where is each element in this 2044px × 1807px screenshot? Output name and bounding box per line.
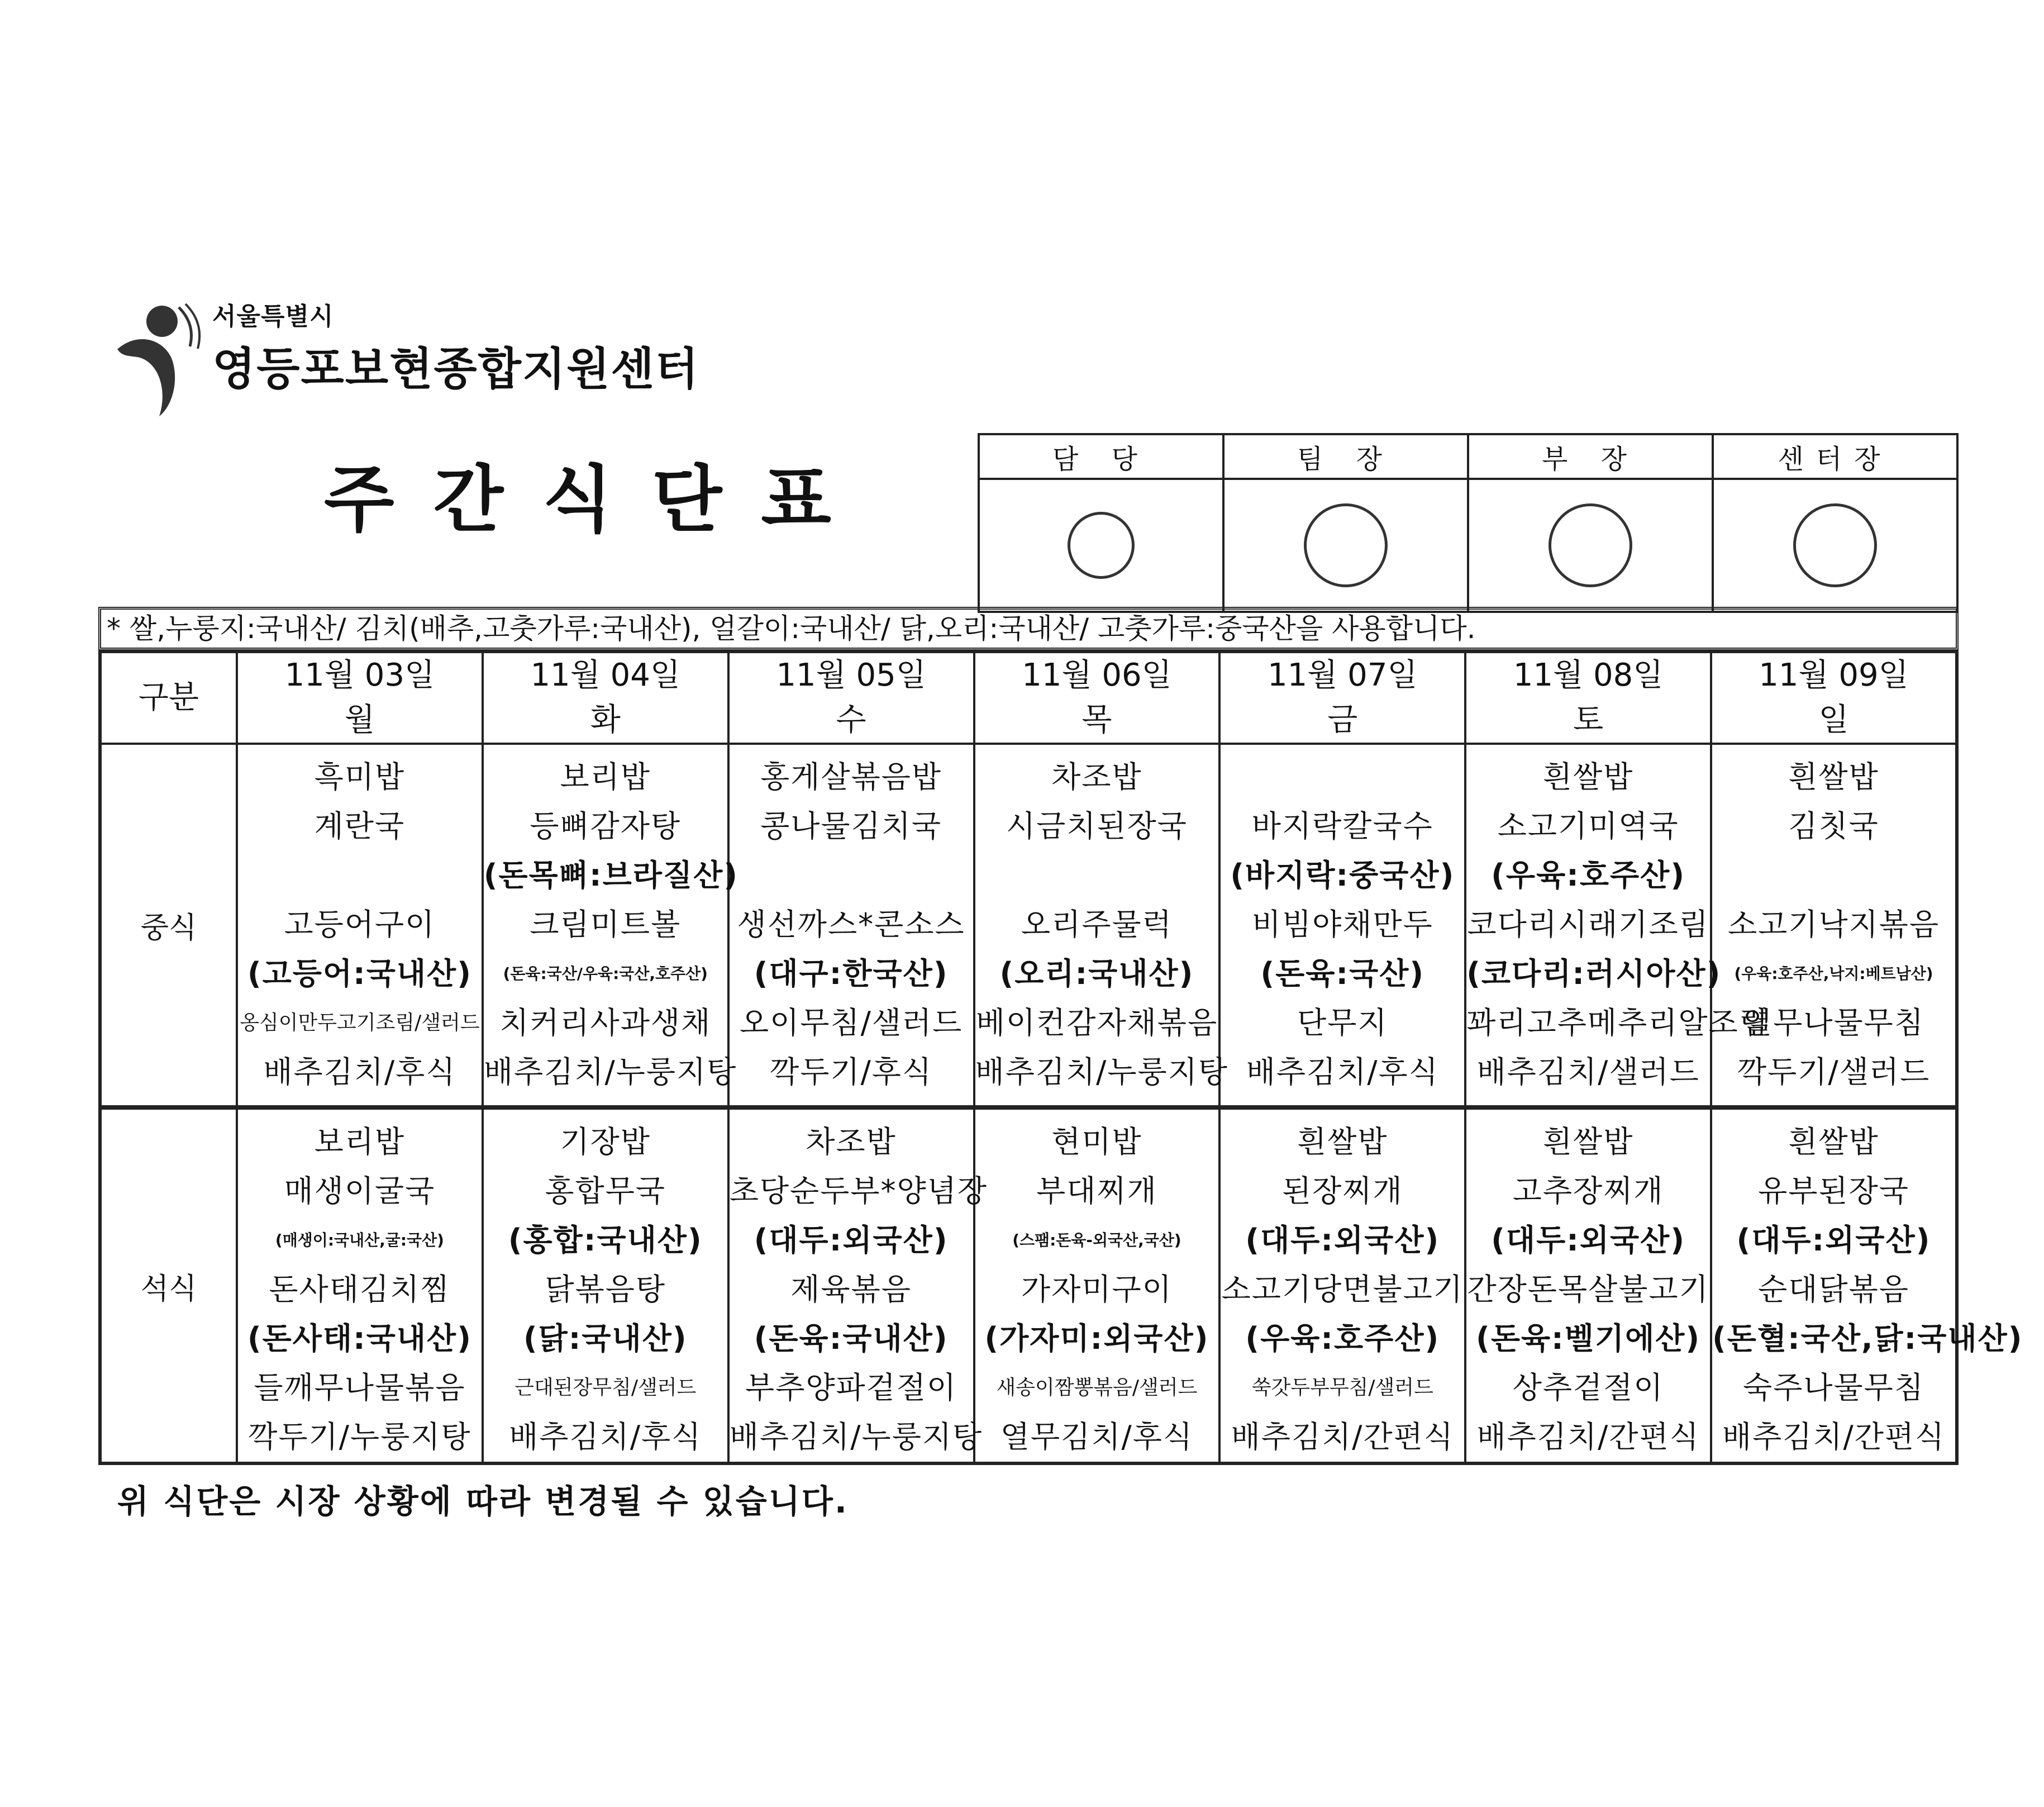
dish-item: 김칫국 bbox=[1788, 809, 1879, 844]
seal-stamp-icon bbox=[1304, 503, 1388, 587]
menu-cell bbox=[237, 744, 483, 1107]
origin-info: (대두:외국산) bbox=[1736, 1223, 1931, 1258]
dish-item: 배추김치/샐러드 bbox=[1476, 1054, 1700, 1090]
weekly-menu-table bbox=[98, 650, 2023, 1465]
origin-info: (바지락:중국산) bbox=[1230, 858, 1455, 893]
approval-role-manager: 부 장 bbox=[1468, 434, 1713, 479]
origin-info: (돈육:국내산) bbox=[754, 1321, 949, 1356]
origin-info: (우육:호주산,낙지:베트남산) bbox=[1734, 964, 1933, 983]
dish-item: 배추김치/간편식 bbox=[1231, 1419, 1454, 1454]
meal-label: 석식 bbox=[100, 1107, 237, 1463]
dish-item: 제육볶음 bbox=[790, 1272, 912, 1307]
dish-item: 배추김치/간편식 bbox=[1476, 1419, 1700, 1454]
dish-item: 흰쌀밥 bbox=[1788, 1124, 1879, 1159]
footnote: 위 식단은 시장 상황에 따라 변경될 수 있습니다. bbox=[117, 1482, 849, 1520]
menu-cell bbox=[974, 1107, 1220, 1463]
menu-cell bbox=[1465, 1107, 1711, 1463]
origin-info: (우육:호주산) bbox=[1491, 858, 1686, 893]
dish-item: 초당순두부*양념장 bbox=[729, 1173, 988, 1209]
category-header bbox=[100, 652, 237, 744]
origin-info: (대두:외국산) bbox=[1245, 1223, 1440, 1258]
dish-item: 흰쌀밥 bbox=[1542, 759, 1634, 795]
dish-item: 흰쌀밥 bbox=[1297, 1124, 1388, 1159]
origin-info: (대두:외국산) bbox=[754, 1223, 949, 1258]
approval-seal-cell bbox=[1713, 479, 1957, 612]
day-header bbox=[483, 652, 728, 744]
origin-info: (돈육:국산) bbox=[1260, 956, 1425, 991]
dish-item: 보리밥 bbox=[560, 759, 651, 795]
seal-stamp-icon bbox=[1068, 512, 1135, 579]
dish-item: 흰쌀밥 bbox=[1542, 1124, 1634, 1159]
dish-item: 열무김치/후식 bbox=[1000, 1419, 1194, 1454]
day-date: 11월 06일 bbox=[1022, 657, 1172, 693]
dish-item: 배추김치/누룽지탕 bbox=[975, 1054, 1229, 1090]
day-of-week: 금 bbox=[1327, 702, 1358, 738]
dish-item: 부대찌개 bbox=[1036, 1173, 1157, 1209]
menu-cell bbox=[483, 744, 738, 1107]
dish-item: 배추김치/누룽지탕 bbox=[729, 1419, 983, 1454]
dish-item: 크림미트볼 bbox=[530, 907, 682, 942]
origin-info: (돈육:벨기에산) bbox=[1476, 1321, 1701, 1356]
origin-info: (고등어:국내산) bbox=[247, 956, 472, 991]
origin-info: (돈목뼈:브라질산) bbox=[483, 858, 738, 893]
origin-info: (홍합:국내산) bbox=[508, 1223, 703, 1258]
day-date: 11월 08일 bbox=[1513, 657, 1664, 693]
day-of-week: 수 bbox=[836, 702, 866, 738]
dish-item: 오리주물럭 bbox=[1021, 907, 1173, 942]
origin-info: (닭:국내산) bbox=[523, 1321, 688, 1356]
meal-label: 중식 bbox=[100, 744, 237, 1107]
dish-item: 간장돈목살불고기 bbox=[1467, 1272, 1709, 1307]
origin-info: (돈사태:국내산) bbox=[247, 1321, 472, 1356]
menu-cell bbox=[1219, 1107, 1465, 1463]
origin-notice: * 쌀,누룽지:국내산/ 김치(배추,고춧가루:국내산), 얼갈이:국내산/ 닭,오리:국내산/ 고춧가루:중국산을 사용합니다. bbox=[98, 607, 1959, 650]
origin-info: (가자미:외국산) bbox=[984, 1321, 1209, 1356]
org-name: 영등포보현종합지원센터 bbox=[212, 343, 700, 395]
day-date: 11월 04일 bbox=[530, 657, 681, 693]
origin-info: (우육:호주산) bbox=[1245, 1321, 1440, 1356]
dish-item: 된장찌개 bbox=[1281, 1173, 1403, 1209]
origin-info: (대구:한국산) bbox=[754, 956, 949, 991]
dish-item: 등뼈감자탕 bbox=[530, 809, 682, 844]
approval-role-staff: 담 당 bbox=[979, 434, 1223, 479]
dish-item: 매생이굴국 bbox=[284, 1173, 436, 1209]
dish-item: 닭볶음탕 bbox=[545, 1272, 666, 1307]
day-date: 11월 05일 bbox=[776, 657, 926, 693]
menu-cell bbox=[1465, 744, 1769, 1107]
dish-item: 상추겉절이 bbox=[1512, 1370, 1664, 1405]
dish-item: 비빔야채만두 bbox=[1251, 907, 1433, 942]
dish-item: 차조밥 bbox=[806, 1124, 897, 1159]
origin-info: (대두:외국산) bbox=[1491, 1223, 1686, 1258]
dish-item bbox=[1221, 753, 1464, 802]
dish-item: 숙주나물무침 bbox=[1743, 1370, 1925, 1405]
dish-item: 돈사태김치찜 bbox=[269, 1272, 451, 1307]
origin-info: (스팸:돈육-외국산,국산) bbox=[1012, 1231, 1181, 1249]
dish-item: 부추양파겉절이 bbox=[745, 1370, 957, 1405]
menu-cell bbox=[1711, 744, 1957, 1107]
menu-cell bbox=[1711, 1107, 2023, 1463]
dish-item bbox=[730, 851, 973, 900]
day-header bbox=[237, 652, 483, 744]
dish-item: 치커리사과생채 bbox=[499, 1005, 712, 1040]
menu-cell bbox=[1219, 744, 1465, 1107]
dish-item: 홍합무국 bbox=[545, 1173, 666, 1209]
origin-info: (코다리:러시아산) bbox=[1466, 956, 1722, 991]
origin-info: (돈육:국산/우육:국산,호주산) bbox=[503, 964, 708, 983]
origin-info: (돈혈:국산,닭:국내산) bbox=[1712, 1321, 2023, 1356]
dish-item: 시금치된장국 bbox=[1006, 809, 1188, 844]
origin-info: (매생이:국내산,굴:국산) bbox=[275, 1231, 444, 1249]
origin-info: (오리:국내산) bbox=[999, 956, 1194, 991]
dish-item: 고추장찌개 bbox=[1512, 1173, 1664, 1209]
menu-cell bbox=[728, 1107, 988, 1463]
day-date: 11월 03일 bbox=[284, 657, 435, 693]
dish-item: 흑미밥 bbox=[314, 759, 406, 795]
dish-item: 열무나물무침 bbox=[1743, 1005, 1925, 1040]
dish-item: 현미밥 bbox=[1051, 1124, 1142, 1159]
dish-item: 새송이짬뽕볶음/샐러드 bbox=[996, 1376, 1198, 1399]
center-logo bbox=[106, 296, 776, 419]
dish-item: 소고기낙지볶음 bbox=[1727, 907, 1940, 942]
dish-item: 깍두기/후식 bbox=[770, 1054, 933, 1090]
lunch-row bbox=[100, 744, 1957, 1107]
menu-cell bbox=[237, 1107, 483, 1463]
approval-role-director: 센터장 bbox=[1713, 434, 1957, 479]
seal-stamp-icon bbox=[1793, 503, 1877, 587]
day-of-week: 일 bbox=[1818, 702, 1849, 738]
dish-item bbox=[238, 851, 482, 900]
center-logo-icon bbox=[106, 296, 207, 419]
dish-item: 소고기당면불고기 bbox=[1221, 1272, 1464, 1307]
dish-item: 콩나물김치국 bbox=[760, 809, 942, 844]
dish-item: 차조밥 bbox=[1051, 759, 1142, 795]
dish-item: 기장밥 bbox=[560, 1124, 651, 1159]
dish-item: 배추김치/간편식 bbox=[1722, 1419, 1946, 1454]
day-of-week: 월 bbox=[344, 702, 375, 738]
day-header bbox=[728, 652, 974, 744]
dish-item: 들깨무나물볶음 bbox=[254, 1370, 466, 1405]
seal-stamp-icon bbox=[1549, 503, 1632, 587]
dish-item: 단무지 bbox=[1297, 1005, 1388, 1040]
approval-seal-cell bbox=[1468, 479, 1713, 612]
dish-item bbox=[975, 851, 1219, 900]
dinner-row bbox=[100, 1107, 1957, 1463]
document-title: 주간식단표 bbox=[324, 457, 870, 542]
org-city: 서울특별시 bbox=[212, 302, 334, 331]
dish-item: 꽈리고추메추리알조림 bbox=[1466, 1005, 1769, 1040]
approval-seal-cell bbox=[1223, 479, 1468, 612]
header-row bbox=[100, 652, 1957, 744]
dish-item: 오이무침/샐러드 bbox=[739, 1005, 963, 1040]
dish-item bbox=[1712, 851, 1955, 900]
menu-cell bbox=[483, 1107, 728, 1463]
menu-cell bbox=[974, 744, 1229, 1107]
dish-item: 가자미구이 bbox=[1021, 1272, 1173, 1307]
day-date: 11월 07일 bbox=[1268, 657, 1418, 693]
dish-item: 유부된장국 bbox=[1758, 1173, 1909, 1209]
day-date: 11월 09일 bbox=[1759, 657, 1909, 693]
dish-item: 코다리시래기조림 bbox=[1467, 907, 1709, 942]
dish-item: 소고기미역국 bbox=[1497, 809, 1679, 844]
day-header bbox=[1711, 652, 1957, 744]
dish-item: 쑥갓두부무침/샐러드 bbox=[1251, 1376, 1433, 1399]
dish-item: 배추김치/후식 bbox=[263, 1054, 456, 1090]
dish-item: 바지락칼국수 bbox=[1251, 809, 1433, 844]
dish-item: 생선까스*콘소스 bbox=[737, 907, 965, 942]
dish-item: 깍두기/샐러드 bbox=[1737, 1054, 1931, 1090]
approval-box bbox=[978, 433, 1959, 613]
day-header bbox=[1219, 652, 1465, 744]
dish-item: 배추김치/누룽지탕 bbox=[483, 1054, 737, 1090]
approval-seal-cell bbox=[979, 479, 1223, 612]
dish-item: 베이컨감자채볶음 bbox=[975, 1005, 1218, 1040]
dish-item: 순대닭볶음 bbox=[1758, 1272, 1909, 1307]
dish-item: 계란국 bbox=[314, 809, 406, 844]
dish-item: 옹심이만두고기조림/샐러드 bbox=[240, 1011, 480, 1034]
day-of-week: 목 bbox=[1081, 702, 1112, 738]
dish-item: 배추김치/후식 bbox=[1246, 1054, 1439, 1090]
category-label: 구분 bbox=[138, 679, 199, 716]
day-of-week: 화 bbox=[590, 702, 621, 738]
day-header bbox=[1465, 652, 1711, 744]
dish-item: 흰쌀밥 bbox=[1788, 759, 1879, 795]
approval-role-team-lead: 팀 장 bbox=[1223, 434, 1468, 479]
dish-item: 배추김치/후식 bbox=[509, 1419, 702, 1454]
dish-item: 고등어구이 bbox=[284, 907, 436, 942]
dish-item: 깍두기/누룽지탕 bbox=[248, 1419, 471, 1454]
day-of-week: 토 bbox=[1573, 702, 1604, 738]
dish-item: 근대된장무침/샐러드 bbox=[514, 1376, 697, 1399]
day-header bbox=[974, 652, 1220, 744]
menu-cell bbox=[728, 744, 974, 1107]
dish-item: 보리밥 bbox=[314, 1124, 406, 1159]
dish-item: 홍게살볶음밥 bbox=[760, 759, 942, 795]
